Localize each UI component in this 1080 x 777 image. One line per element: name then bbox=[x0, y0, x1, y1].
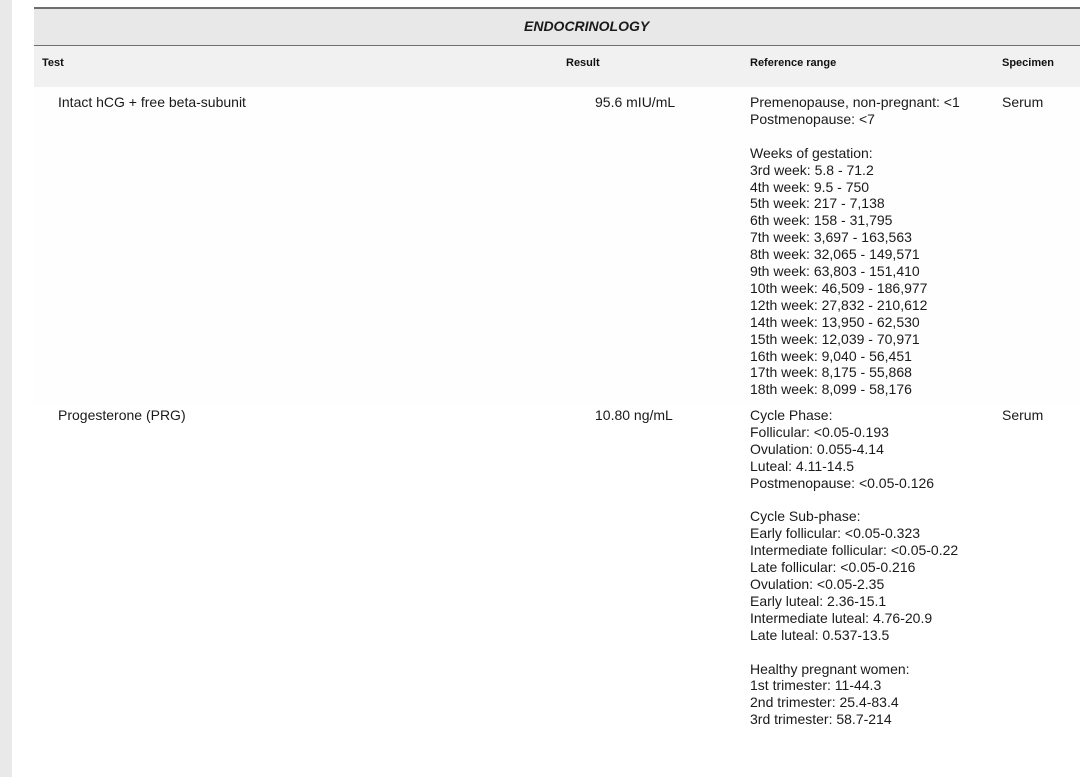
reference-line: 3rd trimester: 58.7-214 bbox=[750, 711, 892, 728]
section-title: ENDOCRINOLOGY bbox=[524, 18, 650, 34]
reference-line: Early luteal: 2.36-15.1 bbox=[750, 592, 887, 609]
column-header-test: Test bbox=[42, 57, 64, 69]
reference-line: 17th week: 8,175 - 55,868 bbox=[750, 364, 912, 381]
report-page bbox=[12, 0, 1080, 777]
specimen-type: Serum bbox=[1002, 94, 1044, 110]
reference-line: 16th week: 9,040 - 56,451 bbox=[750, 347, 912, 364]
reference-line: 2nd trimester: 25.4-83.4 bbox=[750, 694, 899, 711]
specimen-type: Serum bbox=[1002, 407, 1044, 423]
reference-line: 9th week: 63,803 - 151,410 bbox=[750, 263, 920, 280]
reference-line: 1st trimester: 11-44.3 bbox=[750, 677, 882, 694]
reference-line: Postmenopause: <0.05-0.126 bbox=[750, 474, 935, 491]
reference-line: Luteal: 4.11-14.5 bbox=[750, 457, 855, 474]
reference-spacer bbox=[750, 128, 960, 145]
reference-line: Intermediate luteal: 4.76-20.9 bbox=[750, 609, 933, 626]
result-value: 95.6 mIU/mL bbox=[595, 94, 676, 110]
reference-line: Late luteal: 0.537-13.5 bbox=[750, 626, 890, 643]
column-header-specimen: Specimen bbox=[1002, 57, 1054, 69]
reference-line: 14th week: 13,950 - 62,530 bbox=[750, 313, 920, 330]
reference-line: 8th week: 32,065 - 149,571 bbox=[750, 246, 920, 263]
reference-line: 6th week: 158 - 31,795 bbox=[750, 212, 893, 229]
test-name: Intact hCG + free beta-subunit bbox=[58, 94, 246, 110]
reference-line: 3rd week: 5.8 - 71.2 bbox=[750, 161, 874, 178]
reference-line: Cycle Phase: bbox=[750, 407, 833, 423]
result-value: 10.80 ng/mL bbox=[595, 407, 673, 423]
reference-line: 4th week: 9.5 - 750 bbox=[750, 178, 870, 195]
reference-range bbox=[750, 407, 958, 728]
reference-line: Ovulation: 0.055-4.14 bbox=[750, 440, 884, 457]
reference-line: Healthy pregnant women: bbox=[750, 660, 910, 677]
section-header bbox=[34, 7, 1080, 47]
reference-line: Weeks of gestation: bbox=[750, 144, 873, 161]
reference-range bbox=[750, 94, 960, 398]
column-header-reference: Reference range bbox=[750, 57, 837, 69]
reference-spacer bbox=[750, 644, 958, 661]
reference-line: 18th week: 8,099 - 58,176 bbox=[750, 381, 912, 398]
reference-line: 5th week: 217 - 7,138 bbox=[750, 195, 885, 212]
reference-line: 7th week: 3,697 - 163,563 bbox=[750, 229, 912, 246]
reference-line: Early follicular: <0.05-0.323 bbox=[750, 525, 921, 542]
reference-line: Intermediate follicular: <0.05-0.22 bbox=[750, 542, 959, 559]
column-header-row bbox=[34, 46, 1080, 87]
reference-line: 10th week: 46,509 - 186,977 bbox=[750, 279, 928, 296]
reference-line: Premenopause, non-pregnant: <1 bbox=[750, 94, 960, 110]
reference-line: Postmenopause: <7 bbox=[750, 110, 875, 127]
test-name: Progesterone (PRG) bbox=[58, 407, 186, 423]
reference-line: Follicular: <0.05-0.193 bbox=[750, 423, 889, 440]
reference-line: Cycle Sub-phase: bbox=[750, 508, 861, 525]
column-header-result: Result bbox=[566, 57, 600, 69]
reference-line: 12th week: 27,832 - 210,612 bbox=[750, 296, 928, 313]
reference-line: Late follicular: <0.05-0.216 bbox=[750, 559, 916, 576]
reference-line: Ovulation: <0.05-2.35 bbox=[750, 576, 885, 593]
reference-line: 15th week: 12,039 - 70,971 bbox=[750, 330, 920, 347]
reference-spacer bbox=[750, 492, 958, 509]
